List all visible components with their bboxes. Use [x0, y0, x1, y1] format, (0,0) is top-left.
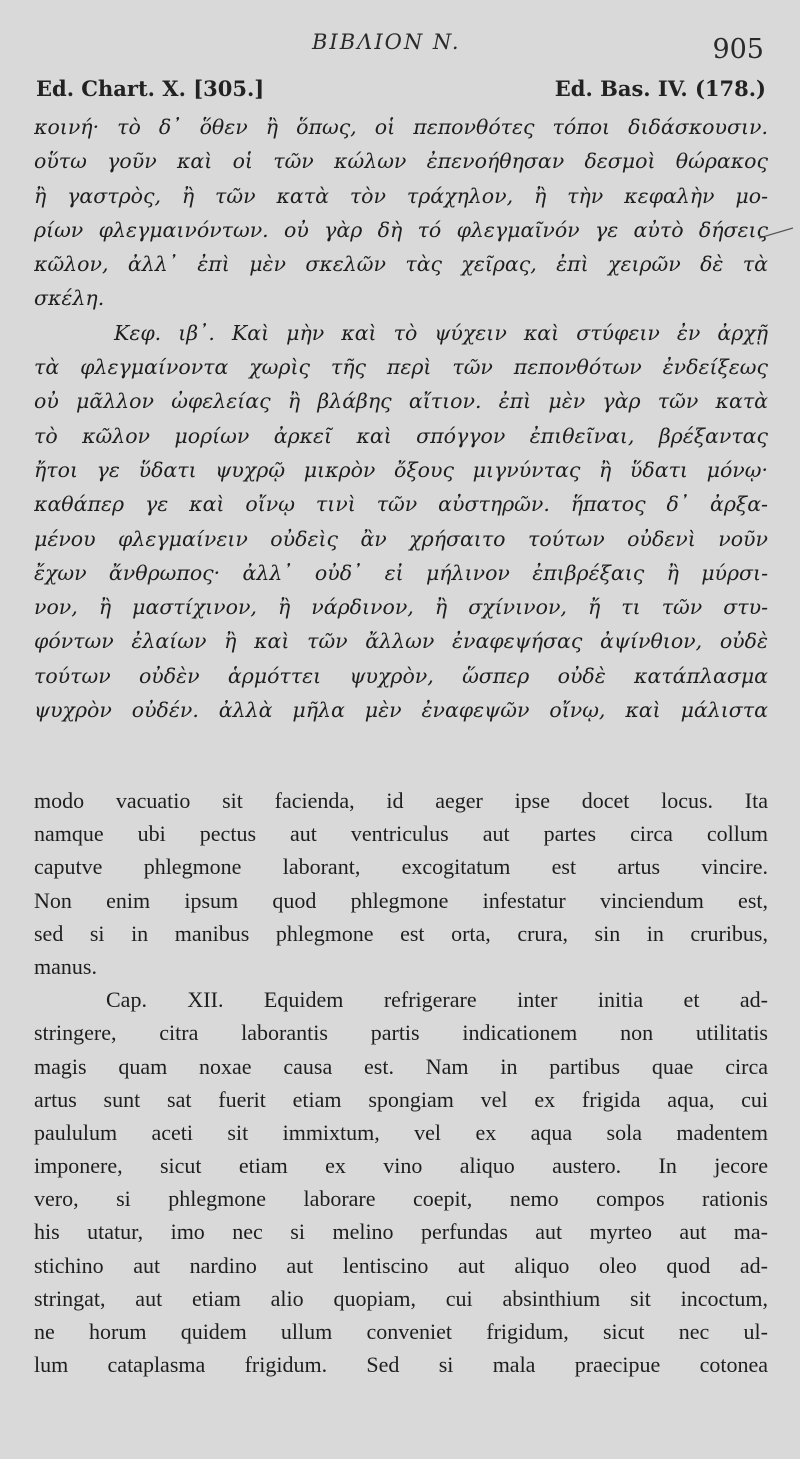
- greek-line: ἤτοι γε ὕδατι ψυχρῷ μικρὸν ὄξους μιγνύντας ἢ ὕδατι μόνῳ·: [34, 457, 768, 482]
- latin-line: sed si in manibus phlegmone est orta, crura, sin in cruribus,: [34, 920, 768, 946]
- latin-line: Non enim ipsum quod phlegmone infestatur vinciendum est,: [34, 887, 768, 913]
- running-title: BIBΛION N.: [312, 30, 461, 54]
- latin-line: paululum aceti sit immixtum, vel ex aqua sola madentem: [34, 1119, 768, 1145]
- greek-line: οὕτω γοῦν καὶ οἱ τῶν κώλων ἐπενοήθησαν δεσμοὶ θώρακος: [34, 149, 768, 174]
- latin-line: his utatur, imo nec si melino perfundas aut myrteo aut ma-: [34, 1219, 768, 1245]
- greek-chapter-heading-line: Κεφ. ιβ᾽. Καὶ μὴν καὶ τὸ ψύχειν καὶ στύφειν ἐν ἀρχῇ: [114, 320, 768, 345]
- greek-line: ψυχρὸν οὐδέν. ἀλλὰ μῆλα μὲν ἐναφεψῶν οἴνῳ, καὶ μάλιστα: [34, 698, 768, 723]
- latin-line: magis quam noxae causa est. Nam in partibus quae circa: [34, 1053, 768, 1079]
- greek-line: καθάπερ γε καὶ οἴνῳ τινὶ τῶν αὐστηρῶν. ἥπατος δ᾽ ἀρξα-: [34, 492, 768, 517]
- latin-line: stringere, citra laborantis partis indicationem non utilitatis: [34, 1020, 768, 1046]
- greek-line: φόντων ἐλαίων ἢ καὶ τῶν ἄλλων ἐναφεψήσας ἀψίνθιον, οὐδὲ: [34, 629, 768, 654]
- latin-line: stichino aut nardino aut lentiscino aut aliquo oleo quod ad-: [34, 1252, 768, 1278]
- latin-line: manus.: [34, 953, 97, 979]
- greek-text: [34, 110, 768, 727]
- greek-line: κῶλον, ἀλλ᾽ ἐπὶ μὲν σκελῶν τὰς χεῖρας, ἐπὶ χειρῶν δὲ τὰ: [34, 252, 768, 277]
- latin-line: vero, si phlegmone laborare coepit, nemo compos rationis: [34, 1186, 768, 1212]
- latin-line: stringat, aut etiam alio quopiam, cui absinthium sit incoctum,: [34, 1285, 768, 1311]
- greek-line: τὰ φλεγμαίνοντα χωρὶς τῆς περὶ τῶν πεπονθότων ἐνδείξεως: [34, 355, 768, 380]
- greek-line: τούτων οὐδὲν ἁρμόττει ψυχρὸν, ὥσπερ οὐδὲ κατάπλασμα: [34, 663, 768, 688]
- latin-line: lum cataplasma frigidum. Sed si mala praecipue cotonea: [34, 1352, 768, 1378]
- greek-line: ἢ γαστρὸς, ἢ τῶν κατὰ τὸν τράχηλον, ἢ τὴν κεφαλὴν μο-: [34, 183, 768, 208]
- latin-line: modo vacuatio sit facienda, id aeger ipse docet locus. Ita: [34, 788, 768, 813]
- running-head: [0, 30, 800, 65]
- latin-line: imponere, sicut etiam ex vino aliquo austero. In jecore: [34, 1153, 768, 1179]
- latin-line: ne horum quidem ullum conveniet frigidum, sicut nec ul-: [34, 1319, 768, 1344]
- edition-reference-right: Ed. Bas. IV. (178.): [554, 76, 766, 101]
- latin-chapter-heading-line: Cap. XII. Equidem refrigerare inter initia et ad-: [106, 987, 768, 1013]
- latin-line: caputve phlegmone laborant, excogitatum est artus vincire.: [34, 854, 768, 880]
- greek-line: ρίων φλεγμαινόντων. οὐ γὰρ δὴ τό φλεγμαῖνόν γε αὐτὸ δήσεις: [34, 217, 768, 242]
- page-number: 905: [712, 34, 764, 65]
- greek-line: νον, ἢ μαστίχινον, ἢ νάρδινον, ἢ σχίνινον, ἤ τι τῶν στυ-: [34, 595, 768, 620]
- greek-line: τὸ κῶλον μορίων ἀρκεῖ καὶ σπόγγον ἐπιθεῖναι, βρέξαντας: [34, 423, 768, 448]
- greek-line: μένου φλεγμαίνειν οὐδεὶς ἂν χρήσαιτο τούτων οὐδενὶ νοῦν: [34, 526, 768, 551]
- greek-line: οὐ μᾶλλον ὠφελείας ἢ βλάβης αἴτιον. ἐπὶ μὲν γὰρ τῶν κατὰ: [34, 389, 768, 414]
- greek-line: σκέλη.: [34, 286, 105, 311]
- latin-line: namque ubi pectus aut ventriculus aut partes circa collum: [34, 821, 768, 847]
- latin-line: artus sunt sat fuerit etiam spongiam vel ex frigida aqua, cui: [34, 1086, 768, 1112]
- greek-line: ἔχων ἄνθρωπος· ἀλλ᾽ οὐδ᾽ εἰ μήλινον ἐπιβρέξαις ἢ μύρσι-: [34, 560, 768, 585]
- greek-line: κοινή· τὸ δ᾽ ὅθεν ἢ ὅπως, οἱ πεπονθότες τόποι διδάσκουσιν.: [34, 115, 768, 139]
- latin-text: [34, 784, 768, 1381]
- edition-reference-left: Ed. Chart. X. [305.]: [36, 76, 265, 101]
- edition-line: [36, 76, 766, 104]
